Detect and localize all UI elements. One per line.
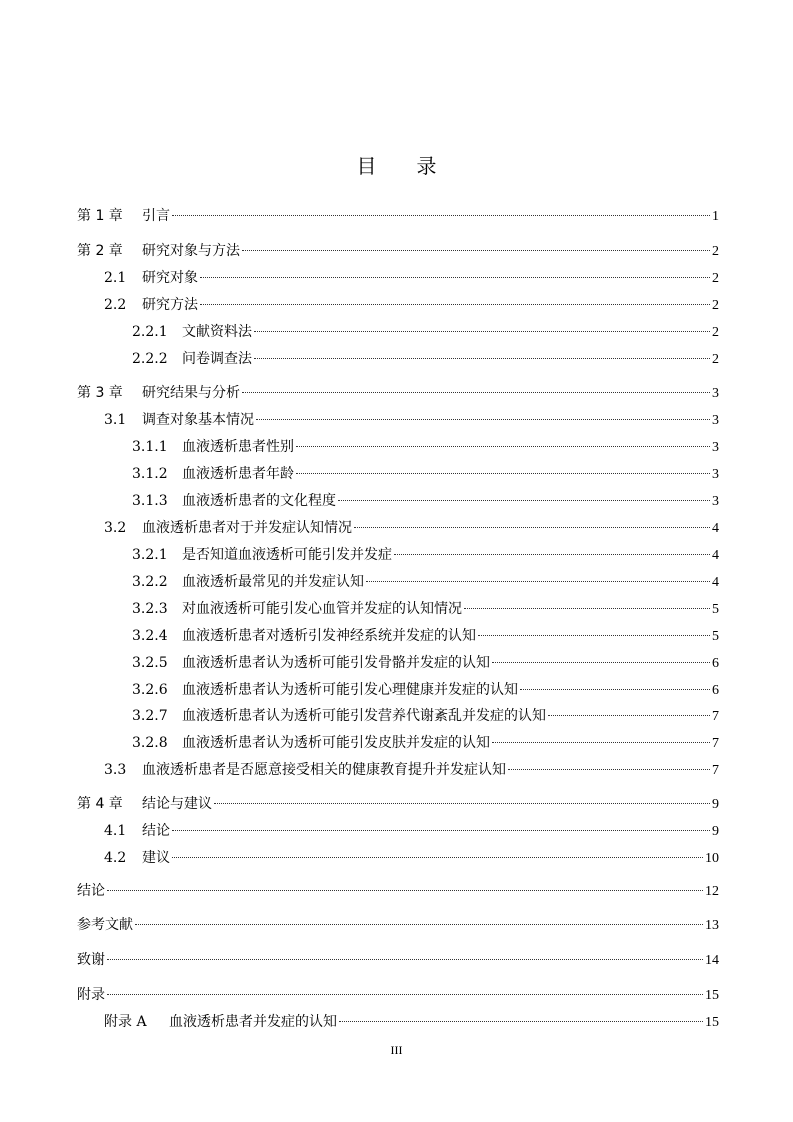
toc-leader bbox=[200, 304, 710, 305]
title-char-2: 录 bbox=[416, 154, 437, 178]
toc-entry-3-2-5[interactable] bbox=[77, 653, 719, 673]
toc-label: 调查对象基本情况 bbox=[142, 412, 254, 428]
toc-page: 2 bbox=[712, 325, 719, 340]
toc-page: 5 bbox=[712, 629, 719, 644]
toc-label: 结论 bbox=[77, 883, 105, 899]
toc-entry-3-1-3[interactable] bbox=[77, 491, 719, 511]
toc-leader bbox=[492, 742, 710, 743]
toc-page: 5 bbox=[712, 602, 719, 617]
toc-page: 3 bbox=[712, 386, 719, 401]
toc-leader bbox=[172, 215, 710, 216]
toc-leader bbox=[256, 419, 710, 420]
toc-label: 血液透析患者对透析引发神经系统并发症的认知 bbox=[182, 628, 476, 644]
toc-label: 血液透析患者对于并发症认知情况 bbox=[142, 520, 352, 536]
toc-number: 附录 A bbox=[104, 1014, 147, 1030]
toc-page: 2 bbox=[712, 271, 719, 286]
toc-entry-3-3[interactable] bbox=[77, 760, 719, 780]
toc-label: 问卷调查法 bbox=[182, 351, 252, 367]
toc-leader bbox=[366, 581, 710, 582]
toc-entry-3-1[interactable] bbox=[77, 410, 719, 430]
toc-leader bbox=[296, 446, 710, 447]
toc-label: 参考文献 bbox=[77, 917, 133, 933]
toc-number: 2.1 bbox=[104, 270, 127, 286]
toc-number: 第 1 章 bbox=[77, 208, 123, 224]
toc-page: 3 bbox=[712, 413, 719, 428]
toc-page: 6 bbox=[712, 683, 719, 698]
toc-entry-acknowledgements[interactable] bbox=[77, 950, 719, 970]
toc-number: 3.2.7 bbox=[132, 708, 168, 724]
toc-label: 结论与建议 bbox=[142, 796, 212, 812]
toc-page: 2 bbox=[712, 352, 719, 367]
toc-leader bbox=[548, 715, 710, 716]
toc-entry-3-1-2[interactable] bbox=[77, 464, 719, 484]
toc-page: 10 bbox=[705, 851, 719, 866]
toc-number: 3.2.6 bbox=[132, 682, 168, 698]
toc-entry-3-2[interactable] bbox=[77, 518, 719, 538]
toc-page: 7 bbox=[712, 709, 719, 724]
toc-number: 3.2.1 bbox=[132, 547, 168, 563]
toc-leader bbox=[394, 554, 710, 555]
toc-label: 研究对象 bbox=[142, 270, 198, 286]
toc-label: 附录 bbox=[77, 987, 105, 1003]
toc-label: 血液透析患者认为透析可能引发皮肤并发症的认知 bbox=[182, 735, 490, 751]
toc-number: 3.1.3 bbox=[132, 493, 168, 509]
toc-leader bbox=[107, 890, 703, 891]
toc-label: 血液透析患者并发症的认知 bbox=[169, 1014, 337, 1030]
toc-number: 2.2 bbox=[104, 297, 127, 313]
toc-entry-3-2-3[interactable] bbox=[77, 599, 719, 619]
toc-entry-3-2-4[interactable] bbox=[77, 626, 719, 646]
toc-label: 致谢 bbox=[77, 952, 105, 968]
toc-page: 3 bbox=[712, 494, 719, 509]
toc-leader bbox=[242, 250, 710, 251]
toc-entry-3-2-1[interactable] bbox=[77, 545, 719, 565]
toc-label: 血液透析最常见的并发症认知 bbox=[182, 574, 364, 590]
toc-leader bbox=[172, 830, 710, 831]
toc-page: 7 bbox=[712, 763, 719, 778]
toc-label: 是否知道血液透析可能引发并发症 bbox=[182, 547, 392, 563]
toc-entry-4-2[interactable] bbox=[77, 848, 719, 868]
toc-label: 血液透析患者认为透析可能引发骨骼并发症的认知 bbox=[182, 655, 490, 671]
toc-label: 血液透析患者是否愿意接受相关的健康教育提升并发症认知 bbox=[142, 762, 506, 778]
toc-page: 4 bbox=[712, 575, 719, 590]
page-number: III bbox=[390, 1043, 403, 1057]
toc-leader bbox=[520, 689, 710, 690]
toc-entry-3-2-2[interactable] bbox=[77, 572, 719, 592]
toc-number: 第 3 章 bbox=[77, 385, 123, 401]
toc-label: 血液透析患者年龄 bbox=[182, 466, 294, 482]
toc-page: 6 bbox=[712, 656, 719, 671]
toc-entry-conclusion[interactable] bbox=[77, 881, 719, 901]
toc-entry-chapter-1[interactable] bbox=[77, 206, 719, 226]
page-title bbox=[0, 150, 793, 179]
toc-label: 血液透析患者认为透析可能引发营养代谢紊乱并发症的认知 bbox=[182, 708, 546, 724]
toc-label: 文献资料法 bbox=[182, 324, 252, 340]
toc-leader bbox=[296, 473, 710, 474]
toc-leader bbox=[254, 358, 710, 359]
toc-number: 第 2 章 bbox=[77, 243, 123, 259]
toc-entry-3-1-1[interactable] bbox=[77, 437, 719, 457]
toc-number: 3.2.4 bbox=[132, 628, 168, 644]
toc-label: 研究方法 bbox=[142, 297, 198, 313]
toc-entry-references[interactable] bbox=[77, 915, 719, 935]
toc-page: 4 bbox=[712, 521, 719, 536]
toc-number: 3.1.1 bbox=[132, 439, 168, 455]
toc-label: 结论 bbox=[142, 823, 170, 839]
toc-entry-2-2-1[interactable] bbox=[77, 322, 719, 342]
toc-page: 3 bbox=[712, 467, 719, 482]
toc-label: 血液透析患者性别 bbox=[182, 439, 294, 455]
toc-page: 2 bbox=[712, 244, 719, 259]
toc-entry-4-1[interactable] bbox=[77, 821, 719, 841]
toc-number: 3.2.5 bbox=[132, 655, 168, 671]
toc-entry-2-1[interactable] bbox=[77, 268, 719, 288]
toc-label: 血液透析患者认为透析可能引发心理健康并发症的认知 bbox=[182, 682, 518, 698]
title-char-1: 目 bbox=[356, 154, 377, 178]
toc-leader bbox=[254, 331, 710, 332]
toc-number: 3.2.2 bbox=[132, 574, 168, 590]
toc-leader bbox=[107, 959, 703, 960]
toc-label: 研究对象与方法 bbox=[142, 243, 240, 259]
toc-page: 2 bbox=[712, 298, 719, 313]
toc-number: 3.1 bbox=[104, 412, 127, 428]
toc-number: 3.2 bbox=[104, 520, 127, 536]
toc-number: 2.2.2 bbox=[132, 351, 168, 367]
toc-leader bbox=[464, 608, 710, 609]
toc-page: 7 bbox=[712, 736, 719, 751]
toc-entry-appendix[interactable] bbox=[77, 985, 719, 1005]
toc-entry-3-2-7[interactable] bbox=[77, 706, 719, 726]
toc-leader bbox=[242, 392, 710, 393]
toc-page: 15 bbox=[705, 988, 719, 1003]
toc-leader bbox=[508, 769, 710, 770]
toc-number: 3.2.8 bbox=[132, 735, 168, 751]
toc-entry-chapter-2[interactable] bbox=[77, 241, 719, 261]
toc-number: 3.1.2 bbox=[132, 466, 168, 482]
toc-leader bbox=[339, 1021, 703, 1022]
toc-number: 第 4 章 bbox=[77, 796, 123, 812]
toc-page: 1 bbox=[712, 209, 719, 224]
toc-number: 3.3 bbox=[104, 762, 127, 778]
toc-page: 12 bbox=[705, 884, 719, 899]
toc-leader bbox=[172, 857, 703, 858]
toc-entry-3-2-6[interactable] bbox=[77, 680, 719, 700]
toc-page: 13 bbox=[705, 918, 719, 933]
toc-leader bbox=[214, 803, 710, 804]
toc-label: 研究结果与分析 bbox=[142, 385, 240, 401]
toc-page: 4 bbox=[712, 548, 719, 563]
toc-entry-3-2-8[interactable] bbox=[77, 733, 719, 753]
toc-label: 血液透析患者的文化程度 bbox=[182, 493, 336, 509]
toc-label: 对血液透析可能引发心血管并发症的认知情况 bbox=[182, 601, 462, 617]
toc-number: 4.2 bbox=[104, 850, 127, 866]
toc-number: 3.2.3 bbox=[132, 601, 168, 617]
toc-page: 15 bbox=[705, 1015, 719, 1030]
toc-leader bbox=[135, 924, 703, 925]
toc-leader bbox=[200, 277, 710, 278]
toc-entry-2-2[interactable] bbox=[77, 295, 719, 315]
toc-leader bbox=[107, 994, 703, 995]
toc-entry-chapter-4[interactable] bbox=[77, 794, 719, 814]
toc-number: 2.2.1 bbox=[132, 324, 168, 340]
toc-leader bbox=[492, 662, 710, 663]
toc-page: 9 bbox=[712, 824, 719, 839]
toc-entry-2-2-2[interactable] bbox=[77, 349, 719, 369]
toc-entry-chapter-3[interactable] bbox=[77, 383, 719, 403]
toc-label: 引言 bbox=[142, 208, 170, 224]
toc-number: 4.1 bbox=[104, 823, 127, 839]
toc-entry-appendix-a[interactable] bbox=[77, 1012, 719, 1032]
toc-page: 3 bbox=[712, 440, 719, 455]
toc-page: 14 bbox=[705, 953, 719, 968]
toc-label: 建议 bbox=[142, 850, 170, 866]
toc-leader bbox=[338, 500, 710, 501]
toc-leader bbox=[354, 527, 710, 528]
toc-page: 9 bbox=[712, 797, 719, 812]
toc-leader bbox=[478, 635, 710, 636]
